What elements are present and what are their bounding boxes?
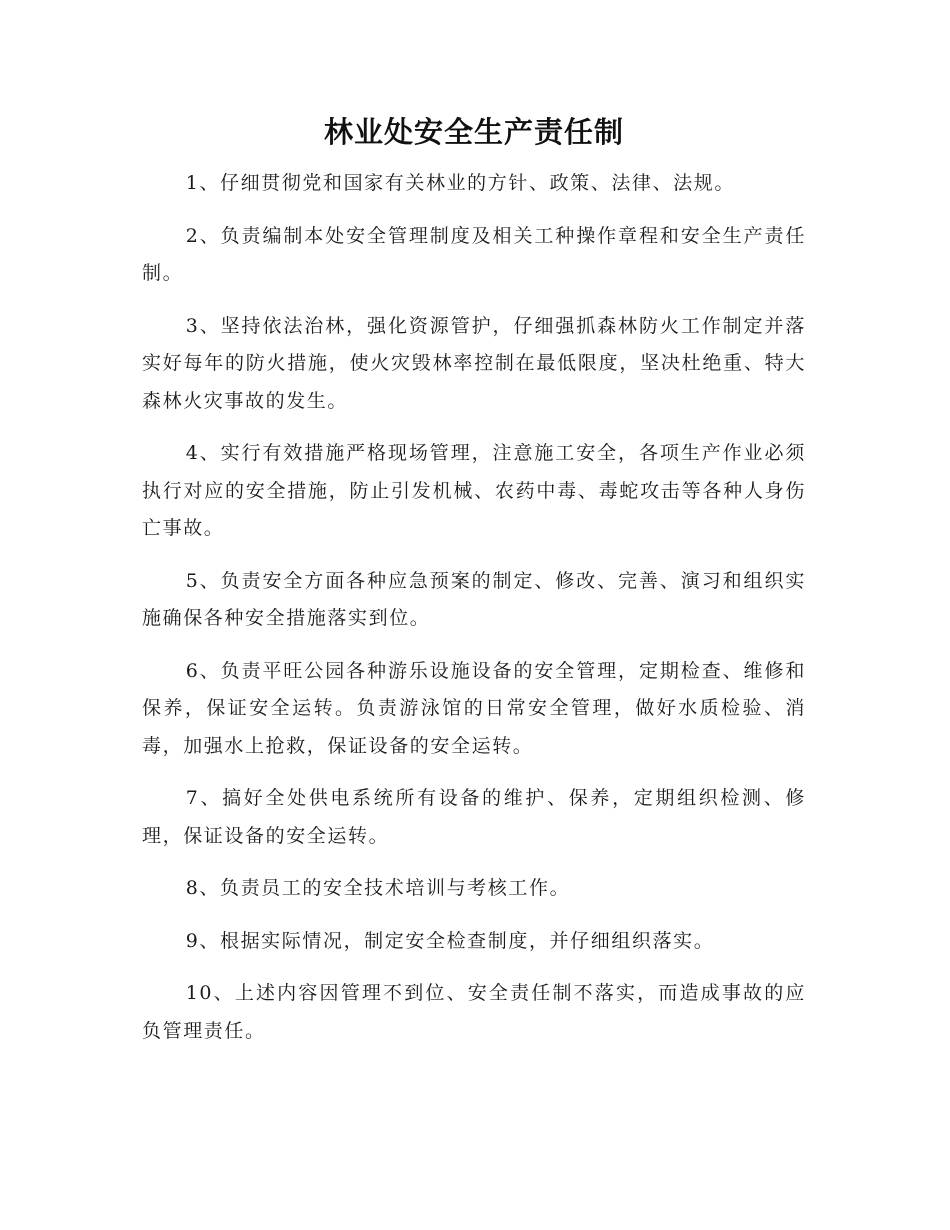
paragraph-4: 4、实行有效措施严格现场管理，注意施工安全，各项生产作业必须执行对应的安全措施，防止引发机械、农药中毒、毒蛇攻击等各种人身伤亡事故。 — [142, 442, 806, 539]
paragraph-9: 9、根据实际情况，制定安全检查制度，并仔细组织落实。 — [185, 929, 715, 952]
paragraph-6: 6、负责平旺公园各种游乐设施设备的安全管理，定期检查、维修和保养，保证安全运转。负责游泳馆的日常安全管理，做好水质检验、消毒，加强水上抢救，保证设备的安全运转。 — [142, 659, 806, 757]
paragraph-3: 3、坚持依法治林，强化资源管护，仔细强抓森林防火工作制定并落实好每年的防火措施，使火灾毁林率控制在最低限度，坚决杜绝重、特大森林火灾事故的发生。 — [142, 314, 806, 412]
document-title: 林业处安全生产责任制 — [323, 115, 624, 149]
paragraph-2: 2、负责编制本处安全管理制度及相关工种操作章程和安全生产责任制。 — [142, 224, 806, 284]
paragraph-8: 8、负责员工的安全技术培训与考核工作。 — [185, 877, 571, 899]
document-body — [142, 165, 806, 1065]
paragraph-5: 5、负责安全方面各种应急预案的制定、修改、完善、演习和组织实施确保各种安全措施落实到位。 — [142, 569, 806, 629]
paragraph-10: 10、上述内容因管理不到位、安全责任制不落实，而造成事故的应负管理责任。 — [142, 982, 806, 1042]
paragraph-1: 1、仔细贯彻党和国家有关林业的方针、政策、法律、法规。 — [185, 172, 735, 194]
paragraph-7: 7、搞好全处供电系统所有设备的维护、保养，定期组织检测、修理，保证设备的安全运转。 — [142, 787, 806, 847]
